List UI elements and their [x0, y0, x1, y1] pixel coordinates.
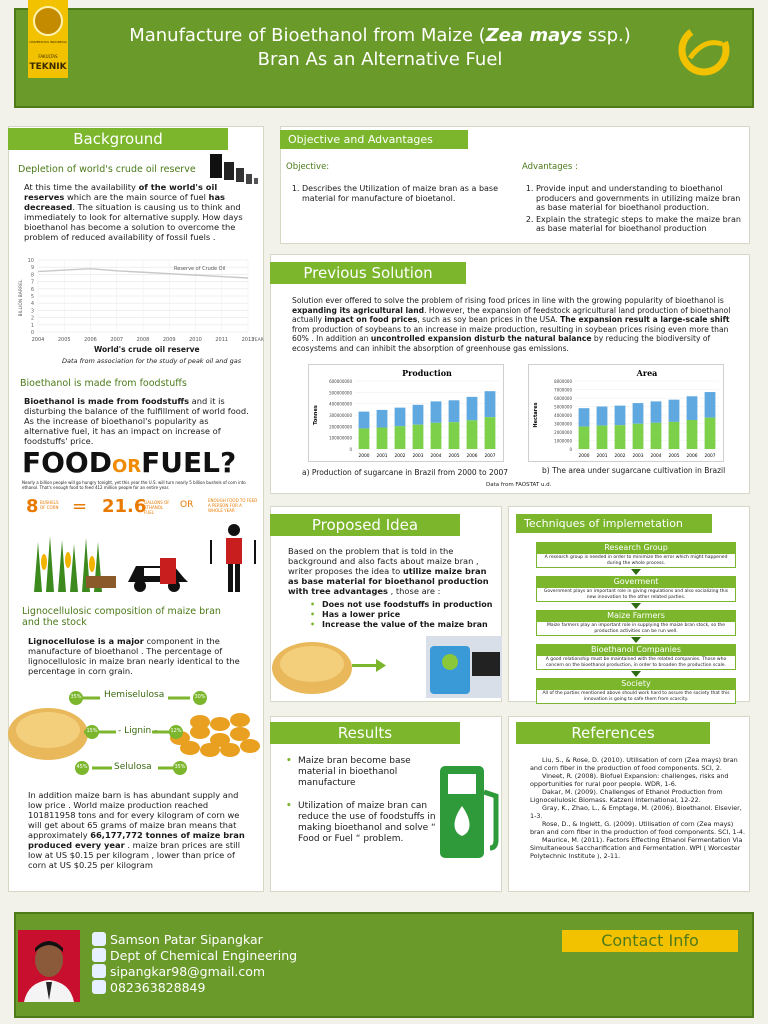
advantage-item: 2. Explain the strategic steps to make the maize bran as base material for bioethanol production: [536, 215, 744, 234]
step-desc: A research group is needed in order to minimize the error which might happened during the whole process.: [536, 553, 736, 568]
y-tick-label: 3: [30, 308, 34, 315]
proposed-item: • Does not use foodstuffs in production: [310, 600, 500, 610]
step-bioethanol-companies: Bioethanol Companies: [536, 644, 736, 655]
area-chart: [528, 364, 724, 462]
y-tick-label: 3000000: [554, 421, 572, 427]
x-tick-label: 2006: [686, 454, 698, 459]
area-caption: b) The area under sugarcane cultivation in Brazil: [542, 466, 726, 475]
bar: [359, 428, 370, 449]
y-tick-label: 2000000: [554, 430, 572, 435]
objective-item: 1. Describes the Utilization of maize bran as a base material for manufacture of bioetanol.: [302, 184, 508, 203]
food-or-fuel-graphic: [18, 446, 264, 596]
objective-tab: Objective and Advantages: [280, 130, 468, 149]
chart-title: Production: [402, 368, 452, 378]
y-tick-label: 4: [30, 301, 34, 308]
bar: [669, 422, 680, 449]
bar-top: [633, 403, 644, 424]
background-subtitle-1: Depletion of world's crude oil reserve: [18, 164, 196, 175]
bar-top: [485, 391, 496, 417]
logo-university-text: UNIVERSITAS INDONESIA: [29, 40, 67, 44]
bar: [579, 427, 590, 449]
bar-top: [597, 407, 608, 426]
step-desc: Maize farmers play an important role in supplying the maize bran stock, so the production activities can be run well.: [536, 621, 736, 636]
x-tick-label: 2004: [650, 454, 662, 459]
background-subtitle-3: Lignocellulosic composition of maize bran and the stock: [22, 606, 221, 628]
reference-item: Dakar, M. (2009). Challenges of Ethanol Production from Lignocellulosic Biomass. Katzeni International, 12-22.: [530, 788, 723, 804]
y-tick-label: 400000000: [329, 401, 352, 407]
contact-phone[interactable]: 082363828849: [92, 980, 392, 996]
x-tick-label: 2005: [448, 454, 460, 459]
y-tick-label: 100000000: [329, 435, 352, 441]
y-tick-label: 0: [30, 330, 34, 336]
bar-top: [359, 412, 370, 429]
x-tick-label: 2006: [84, 337, 97, 343]
reference-item: Vineet, R. (2008). Biofuel Expansion: challenges, risks and opportunities for rural poor people. WDR, 1-6.: [530, 772, 729, 788]
contact-dept: Dept of Chemical Engineering: [92, 948, 392, 964]
background-paragraph-1: At this time the availability of the world's oil reserves which are the main source of fuel has decreased. The situation is causing us to think and immediately to look for alternative supply. How days bioethanol has become a solution to overcome the problem of reduced availability of fossil fuels .: [24, 182, 243, 242]
down-arrow-icon: [631, 637, 641, 643]
emblem-swirl-icon: [666, 18, 742, 82]
y-tick-label: 300000000: [329, 413, 352, 418]
bar-top: [467, 397, 478, 420]
results-tab: Results: [270, 722, 460, 744]
results-list: [286, 756, 436, 845]
reference-item: Liu, S., & Rose, D. (2010). Utilisation of corn (Zea mays) bran and corn fiber in the production of food components. SCI, 2.: [530, 756, 738, 772]
bar: [431, 423, 442, 449]
poster-title: Manufacture of Bioethanol from Maize (Zea mays ssp.) Bran As an Alternative Fuel: [129, 25, 631, 70]
contact-info-label: Contact Info: [562, 930, 738, 952]
contact-name: Samson Patar Sipangkar: [92, 932, 392, 948]
step-research-group: Research Group: [536, 542, 736, 553]
university-logo: [28, 0, 68, 78]
y-tick-label: 5: [30, 294, 34, 300]
x-axis-label: YEAR: [252, 338, 264, 343]
bar-top: [377, 410, 388, 428]
proposed-item: • Has a lower price: [310, 610, 500, 620]
references-list: [530, 756, 746, 860]
pct-selu-corn: 35%: [174, 764, 186, 770]
y-tick-label: 5000000: [554, 404, 572, 410]
step-desc: Government plays an important role in giving regulations and also socializing this new innovation to the other related parties.: [536, 587, 736, 602]
pct-selu-bran: 45%: [76, 764, 88, 770]
proposed-paragraph: Based on the problem that is told in the background and also facts about maize bran , writer proposes the idea to utilize maize bran as base material for bioethanol production with tree advantages , those are :: [288, 546, 489, 596]
oil-barrels-icon: [208, 150, 260, 186]
bar: [377, 427, 388, 449]
x-tick-label: 2005: [668, 454, 680, 459]
y-tick-label: 600000000: [329, 379, 352, 384]
home-icon: [92, 948, 106, 962]
pct-hemi-corn: 30%: [194, 694, 206, 700]
chart-title: Area: [636, 368, 658, 378]
background-subtitle-2: Bioethanol is made from foodstuffs: [20, 378, 187, 389]
y-tick-label: 7000000: [554, 387, 572, 393]
y-tick-label: 2: [30, 315, 34, 322]
contact-details: [92, 932, 392, 996]
bar: [449, 422, 460, 449]
y-tick-label: 4000000: [554, 413, 572, 418]
x-tick-label: 2007: [484, 454, 496, 459]
reference-item: Maurice, M. (2011). Factors Effecting Ethanol Fermentation Via Simultaneous Saccharification and Fermentation. WPI ( Worcester Polytechnic Institute ), 2-11.: [530, 836, 743, 860]
y-tick-label: 8: [30, 272, 34, 279]
x-tick-label: 2011: [215, 337, 229, 343]
step-society: Society: [536, 678, 736, 689]
lignin-label: - Lignin -: [118, 726, 158, 736]
contact-email[interactable]: sipangkar98@gmail.com: [92, 964, 392, 980]
bar: [395, 426, 406, 449]
down-arrow-icon: [631, 603, 641, 609]
x-tick-label: 2000: [358, 454, 370, 459]
production-chart: [308, 364, 504, 462]
y-tick-label: 9: [30, 265, 34, 272]
result-item: • Utilization of maize bran can reduce the use of foodstuffs in making bioethanol and solve “ Food or Fuel “ problem.: [286, 801, 436, 845]
person-icon: [92, 932, 106, 946]
hemiselulosa-label: Hemiselulosa: [104, 690, 165, 700]
result-item: • Maize bran become base material in bioethanol manufacture: [286, 756, 436, 789]
bar-top: [579, 408, 590, 426]
background-paragraph-4: In addition maize barn is has abundant supply and low price . World maize production reached 101811958 tons and for every kilogram of corn we will get about 65 grams of maize bran means that approximately 66,177,772 tonnes of maize bran produced every year . maize bran prices are still low at US $0.15 per kilogram , lower than price of corn at US $0.25 per kilogram: [28, 790, 245, 870]
phone-icon: [92, 980, 106, 994]
x-tick-label: 2008: [136, 337, 150, 343]
x-tick-label: 2005: [57, 337, 71, 343]
previous-tab: Previous Solution: [270, 262, 466, 284]
step-government: Goverment: [536, 576, 736, 587]
y-tick-label: 8000000: [554, 379, 572, 384]
x-tick-label: 2004: [430, 454, 442, 459]
oil-chart-caption: World's crude oil reserve: [94, 345, 200, 354]
production-caption: a) Production of sugarcane in Brazil from 2000 to 2007: [302, 468, 509, 477]
bar: [413, 425, 424, 449]
bar: [467, 420, 478, 449]
objective-label: Objective:: [286, 162, 330, 172]
bar: [633, 424, 644, 449]
advantages-label: Advantages :: [522, 162, 578, 172]
bar: [615, 425, 626, 449]
food-or-fuel-title: FOODORFUEL?: [22, 446, 237, 479]
y-tick-label: 7: [30, 279, 34, 286]
y-tick-label: 500000000: [329, 390, 352, 396]
x-tick-label: 2003: [632, 454, 644, 459]
x-tick-label: 2001: [596, 454, 608, 459]
lignocellulose-graphic: [4, 688, 268, 780]
x-tick-label: 2012: [241, 337, 255, 343]
bar-top: [687, 396, 698, 420]
x-tick-label: 2000: [578, 454, 590, 459]
bar-top: [431, 401, 442, 422]
avatar: [18, 930, 80, 1002]
pct-lignin-bran: 15%: [86, 728, 98, 734]
background-tab: Background: [8, 128, 228, 150]
previous-paragraph: Solution ever offered to solve the problem of rising food prices in line with the growing popularity of bioethanol is expanding its agricultural land. However, the expansion of feedstock agricultural land production of bioethanol actually impact on food prices, such as soy bean prices in the USA. The expansion result a large-scale shift from production of soybeans to an increase in maize production, resulting in soybean prices rising even more than 60% . In addition an uncontrolled expansion disturb the natural balance by reducing the biodiversity of ecosystems and can inhibit the absorption of greenhouse gas emissions.: [292, 296, 731, 353]
bar-top: [669, 400, 680, 422]
step-maize-farmers: Maize Farmers: [536, 610, 736, 621]
advantage-item: 1. Provide input and understanding to bioethanol producers and governments in utilizing maize bran as base material for bioethanol production.: [536, 184, 744, 213]
y-tick-label: 0: [569, 447, 572, 452]
food-or-fuel-note: Nearly a billion people will go hungry tonight, yet this year the U.S. will turn nearly 5 billion bushels of corn into ethanol. That's enough food to feed 412 million people for an entire year.: [22, 480, 246, 490]
techniques-flow: [536, 542, 736, 704]
x-tick-label: 2003: [412, 454, 424, 459]
proposed-item: • Increase the value of the maize bran: [310, 620, 500, 630]
title-species: Zea mays: [485, 25, 583, 46]
bar-top: [395, 408, 406, 427]
bar: [705, 418, 716, 449]
step-desc: A good relationship must be maintained with the related companies. Those who concern on the bioethanol production, in order to broaden the production scale.: [536, 655, 736, 670]
bar-top: [615, 406, 626, 426]
proposed-tab: Proposed Idea: [270, 514, 460, 536]
x-tick-label: 2001: [376, 454, 388, 459]
background-paragraph-3: Lignocellulose is a major component in the manufacture of bioethanol . The percentage of lignocellulosic in maize bran nearly identical to the percentage in corn grain.: [28, 636, 240, 676]
down-arrow-icon: [631, 569, 641, 575]
bar-top: [705, 392, 716, 418]
techniques-tab: Techniques of implemetation: [516, 514, 712, 533]
corn-car-person-icon: [24, 522, 264, 594]
bar: [597, 426, 608, 449]
reference-item: Rose, D., & Inglett, G. (2009). Utilisation of corn (Zea mays) bran and corn fiber in the production of food components. SCI, 1-4.: [530, 820, 745, 836]
bar-top: [651, 401, 662, 422]
x-tick-label: 2010: [189, 337, 202, 343]
y-tick-label: 6000000: [554, 396, 572, 401]
mail-icon: [92, 964, 106, 978]
references-tab: References: [516, 722, 710, 744]
emblem-icon: [33, 6, 63, 36]
x-tick-label: 2004: [31, 337, 45, 343]
bar: [485, 417, 496, 449]
y-tick-label: 1: [30, 322, 34, 329]
oil-chart-source: Data from association for the study of peak oil and gas: [62, 357, 242, 365]
bar: [687, 420, 698, 449]
selulosa-label: Selulosa: [114, 762, 152, 772]
x-tick-label: 2002: [394, 454, 406, 459]
proposed-list: [310, 600, 500, 630]
fuel-pump-icon: [438, 762, 508, 862]
y-axis-label: Tonnes: [313, 405, 319, 425]
x-tick-label: 2006: [466, 454, 478, 459]
down-arrow-icon: [631, 671, 641, 677]
bar: [651, 423, 662, 449]
x-tick-label: 2007: [110, 337, 124, 343]
x-tick-label: 2009: [162, 337, 176, 343]
y-tick-label: 0: [349, 447, 352, 452]
bran-to-bioethanol-graphic: [268, 632, 506, 702]
series-label: Reserve of Crude Oil: [174, 266, 226, 272]
step-desc: All of the parties mentioned above should work hard to assure the society that this innovation is going to safe them from scarcity.: [536, 689, 736, 704]
oil-reserve-chart: [14, 254, 262, 364]
pct-lignin-corn: 12%: [170, 728, 182, 734]
pct-hemi-bran: 35%: [70, 694, 82, 700]
corn-equation: 8 BUSHELS OF CORN = 21.6 GALLONS OF ETHANOL FUEL OR ENOUGH FOOD TO FEED A PERSON FOR A WHOLE YEAR: [26, 496, 258, 517]
logo-faculty-text: FAKULTAS: [38, 54, 58, 59]
bar-top: [449, 400, 460, 422]
bar-top: [413, 405, 424, 425]
y-axis-label: BILLION BARREL: [19, 279, 24, 317]
y-tick-label: 1000000: [554, 438, 572, 444]
previous-source: Data from FAOSTAT u.d.: [486, 482, 552, 488]
logo-teknik-text: TEKNIK: [29, 62, 67, 72]
x-tick-label: 2007: [704, 454, 716, 459]
y-axis-label: Hectares: [533, 402, 539, 428]
y-tick-label: 10: [27, 258, 34, 264]
advantages-list: [522, 184, 744, 236]
y-tick-label: 6: [30, 286, 34, 293]
objective-list: [288, 184, 508, 205]
y-tick-label: 200000000: [329, 424, 352, 430]
reference-item: Gray, K., Zhao, L., & Emptage, M. (2006). Bioethanol. Elsevier, 1-3.: [530, 804, 742, 820]
x-tick-label: 2002: [614, 454, 626, 459]
background-paragraph-2: Bioethanol is made from foodstuffs and it is disturbing the balance of the fulfillment of world food. As the increase of bioethanol's popularity as alternative fuel, it has an impact on increase of foodstuffs' price.: [24, 396, 249, 446]
